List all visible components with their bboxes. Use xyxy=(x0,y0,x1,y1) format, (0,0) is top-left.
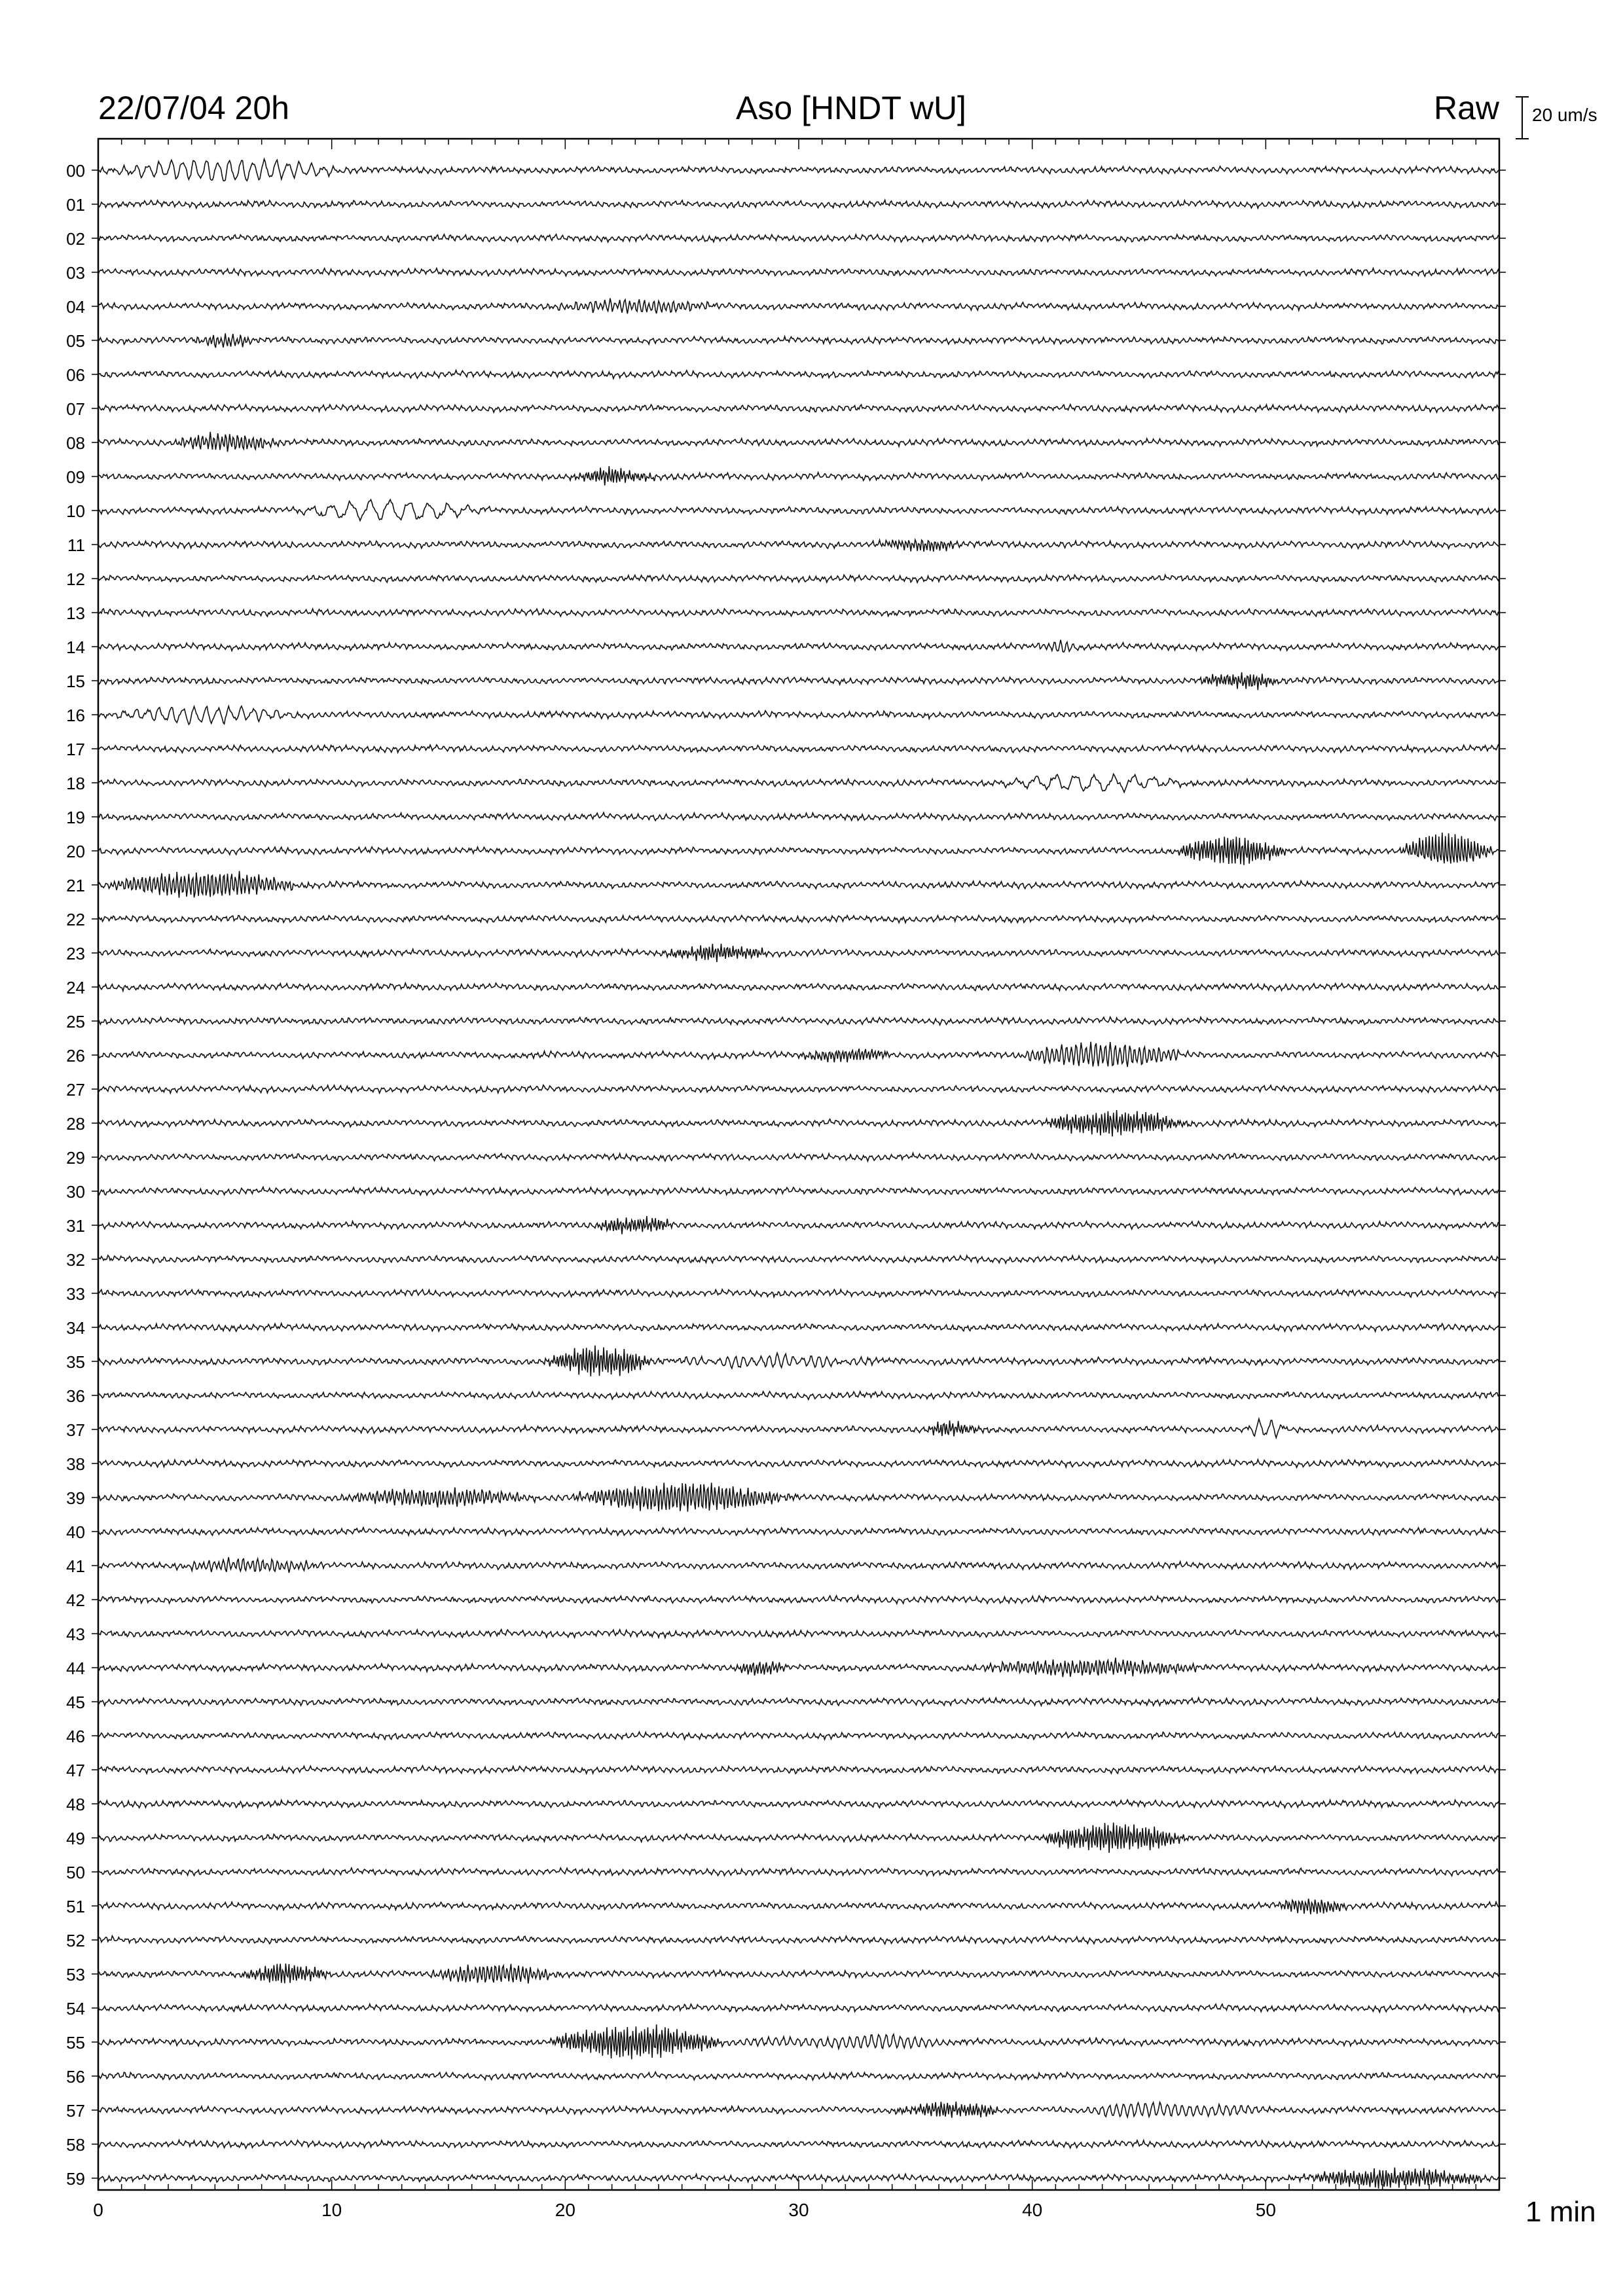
row-label: 42 xyxy=(66,1590,85,1610)
x-tick-label: 10 xyxy=(321,2200,342,2220)
trace-row-23 xyxy=(98,944,1499,962)
trace-row-51 xyxy=(98,1899,1499,1914)
trace-row-27 xyxy=(98,1085,1499,1094)
row-label: 54 xyxy=(66,1999,85,2018)
trace-row-08 xyxy=(98,432,1499,452)
trace-row-15 xyxy=(98,672,1499,690)
trace-row-02 xyxy=(98,234,1499,242)
row-label: 20 xyxy=(66,842,85,861)
trace-row-35 xyxy=(98,1346,1499,1376)
row-label: 39 xyxy=(66,1488,85,1508)
trace-row-36 xyxy=(98,1391,1499,1399)
trace-row-33 xyxy=(98,1289,1499,1297)
row-label: 58 xyxy=(66,2135,85,2155)
trace-row-01 xyxy=(98,200,1499,209)
trace-row-58 xyxy=(98,2140,1499,2149)
trace-row-37 xyxy=(98,1419,1499,1438)
trace-row-26 xyxy=(98,1042,1499,1067)
trace-row-22 xyxy=(98,915,1499,923)
trace-row-43 xyxy=(98,1630,1499,1638)
trace-row-41 xyxy=(98,1557,1499,1573)
row-label: 53 xyxy=(66,1965,85,1984)
row-label: 14 xyxy=(66,637,85,657)
trace-row-39 xyxy=(98,1482,1499,1511)
row-label: 47 xyxy=(66,1761,85,1780)
trace-row-40 xyxy=(98,1528,1499,1535)
row-label: 25 xyxy=(66,1012,85,1031)
row-label: 18 xyxy=(66,774,85,793)
row-label: 37 xyxy=(66,1420,85,1440)
row-label: 07 xyxy=(66,399,85,419)
trace-row-48 xyxy=(98,1800,1499,1808)
row-label: 35 xyxy=(66,1352,85,1372)
chart-mode-label: Raw xyxy=(1433,90,1499,126)
trace-row-00 xyxy=(98,159,1499,181)
row-label: 45 xyxy=(66,1693,85,1712)
trace-row-13 xyxy=(98,609,1499,617)
row-label: 32 xyxy=(66,1250,85,1270)
trace-row-47 xyxy=(98,1766,1499,1774)
row-label: 55 xyxy=(66,2033,85,2053)
trace-row-46 xyxy=(98,1732,1499,1740)
row-label: 34 xyxy=(66,1318,85,1338)
row-label: 51 xyxy=(66,1897,85,1916)
trace-row-34 xyxy=(98,1323,1499,1331)
row-label: 15 xyxy=(66,672,85,691)
trace-row-49 xyxy=(98,1823,1499,1853)
trace-row-03 xyxy=(98,268,1499,277)
trace-row-20 xyxy=(98,833,1499,865)
trace-row-19 xyxy=(98,813,1499,821)
row-label: 31 xyxy=(66,1216,85,1236)
row-label: 17 xyxy=(66,740,85,759)
trace-row-32 xyxy=(98,1255,1499,1263)
row-label: 43 xyxy=(66,1624,85,1644)
trace-row-10 xyxy=(98,499,1499,520)
trace-row-04 xyxy=(98,298,1499,314)
row-label: 22 xyxy=(66,910,85,929)
trace-row-56 xyxy=(98,2072,1499,2080)
x-tick-label: 30 xyxy=(788,2200,809,2220)
row-label: 50 xyxy=(66,1863,85,1882)
amplitude-scale-label: 20 um/s xyxy=(1532,105,1597,125)
row-label: 56 xyxy=(66,2067,85,2087)
row-label: 00 xyxy=(66,161,85,181)
row-label: 46 xyxy=(66,1727,85,1746)
row-label: 27 xyxy=(66,1080,85,1100)
x-tick-label: 0 xyxy=(93,2200,103,2220)
row-label: 05 xyxy=(66,331,85,351)
row-label: 33 xyxy=(66,1284,85,1304)
row-label: 11 xyxy=(67,535,85,555)
trace-row-44 xyxy=(98,1658,1499,1677)
trace-row-29 xyxy=(98,1153,1499,1162)
row-label: 01 xyxy=(66,195,85,215)
row-label: 16 xyxy=(66,706,85,725)
x-tick-label: 50 xyxy=(1255,2200,1276,2220)
row-label: 57 xyxy=(66,2101,85,2121)
x-unit-label: 1 min xyxy=(1525,2196,1596,2228)
row-label: 10 xyxy=(66,501,85,521)
trace-row-31 xyxy=(98,1216,1499,1234)
trace-row-06 xyxy=(98,370,1499,379)
row-label: 09 xyxy=(66,467,85,487)
trace-row-12 xyxy=(98,575,1499,583)
chart-subtitle-datetime: 22/07/04 20h xyxy=(98,90,289,126)
trace-row-25 xyxy=(98,1017,1499,1025)
row-label: 23 xyxy=(66,944,85,963)
trace-row-28 xyxy=(98,1110,1499,1136)
trace-row-21 xyxy=(98,871,1499,898)
row-label: 44 xyxy=(66,1659,85,1678)
chart-title-station: Aso [HNDT wU] xyxy=(736,90,966,126)
x-tick-label: 40 xyxy=(1022,2200,1043,2220)
trace-row-57 xyxy=(98,2102,1499,2118)
row-label: 04 xyxy=(66,297,85,317)
trace-row-17 xyxy=(98,745,1499,753)
trace-row-55 xyxy=(98,2024,1499,2059)
row-label: 13 xyxy=(66,603,85,623)
row-label: 03 xyxy=(66,263,85,283)
trace-row-50 xyxy=(98,1868,1499,1876)
trace-row-09 xyxy=(98,466,1499,486)
trace-row-42 xyxy=(98,1596,1499,1604)
row-label: 41 xyxy=(66,1556,85,1576)
trace-row-53 xyxy=(98,1964,1499,1984)
row-label: 30 xyxy=(66,1182,85,1202)
trace-row-45 xyxy=(98,1698,1499,1706)
trace-row-54 xyxy=(98,2004,1499,2012)
row-label: 59 xyxy=(66,2169,85,2189)
trace-row-24 xyxy=(98,983,1499,991)
trace-row-16 xyxy=(98,706,1499,725)
row-label: 06 xyxy=(66,365,85,385)
row-label: 36 xyxy=(66,1386,85,1406)
row-label: 28 xyxy=(66,1114,85,1134)
plot-frame xyxy=(98,139,1499,2190)
trace-row-52 xyxy=(98,1936,1499,1944)
row-label: 19 xyxy=(66,808,85,827)
trace-row-05 xyxy=(98,333,1499,348)
row-label: 02 xyxy=(66,229,85,249)
row-label: 49 xyxy=(66,1829,85,1848)
trace-row-38 xyxy=(98,1460,1499,1467)
row-label: 12 xyxy=(66,569,85,589)
trace-row-14 xyxy=(98,640,1499,653)
trace-row-07 xyxy=(98,404,1499,412)
row-label: 52 xyxy=(66,1931,85,1950)
row-label: 26 xyxy=(66,1046,85,1066)
row-label: 38 xyxy=(66,1454,85,1474)
row-label: 48 xyxy=(66,1795,85,1814)
x-tick-label: 20 xyxy=(555,2200,575,2220)
row-label: 24 xyxy=(66,978,85,997)
trace-row-30 xyxy=(98,1187,1499,1195)
row-label: 40 xyxy=(66,1522,85,1542)
trace-row-18 xyxy=(98,774,1499,793)
row-label: 29 xyxy=(66,1148,85,1168)
row-label: 21 xyxy=(66,876,85,895)
trace-row-11 xyxy=(98,540,1499,552)
row-label: 08 xyxy=(66,433,85,453)
